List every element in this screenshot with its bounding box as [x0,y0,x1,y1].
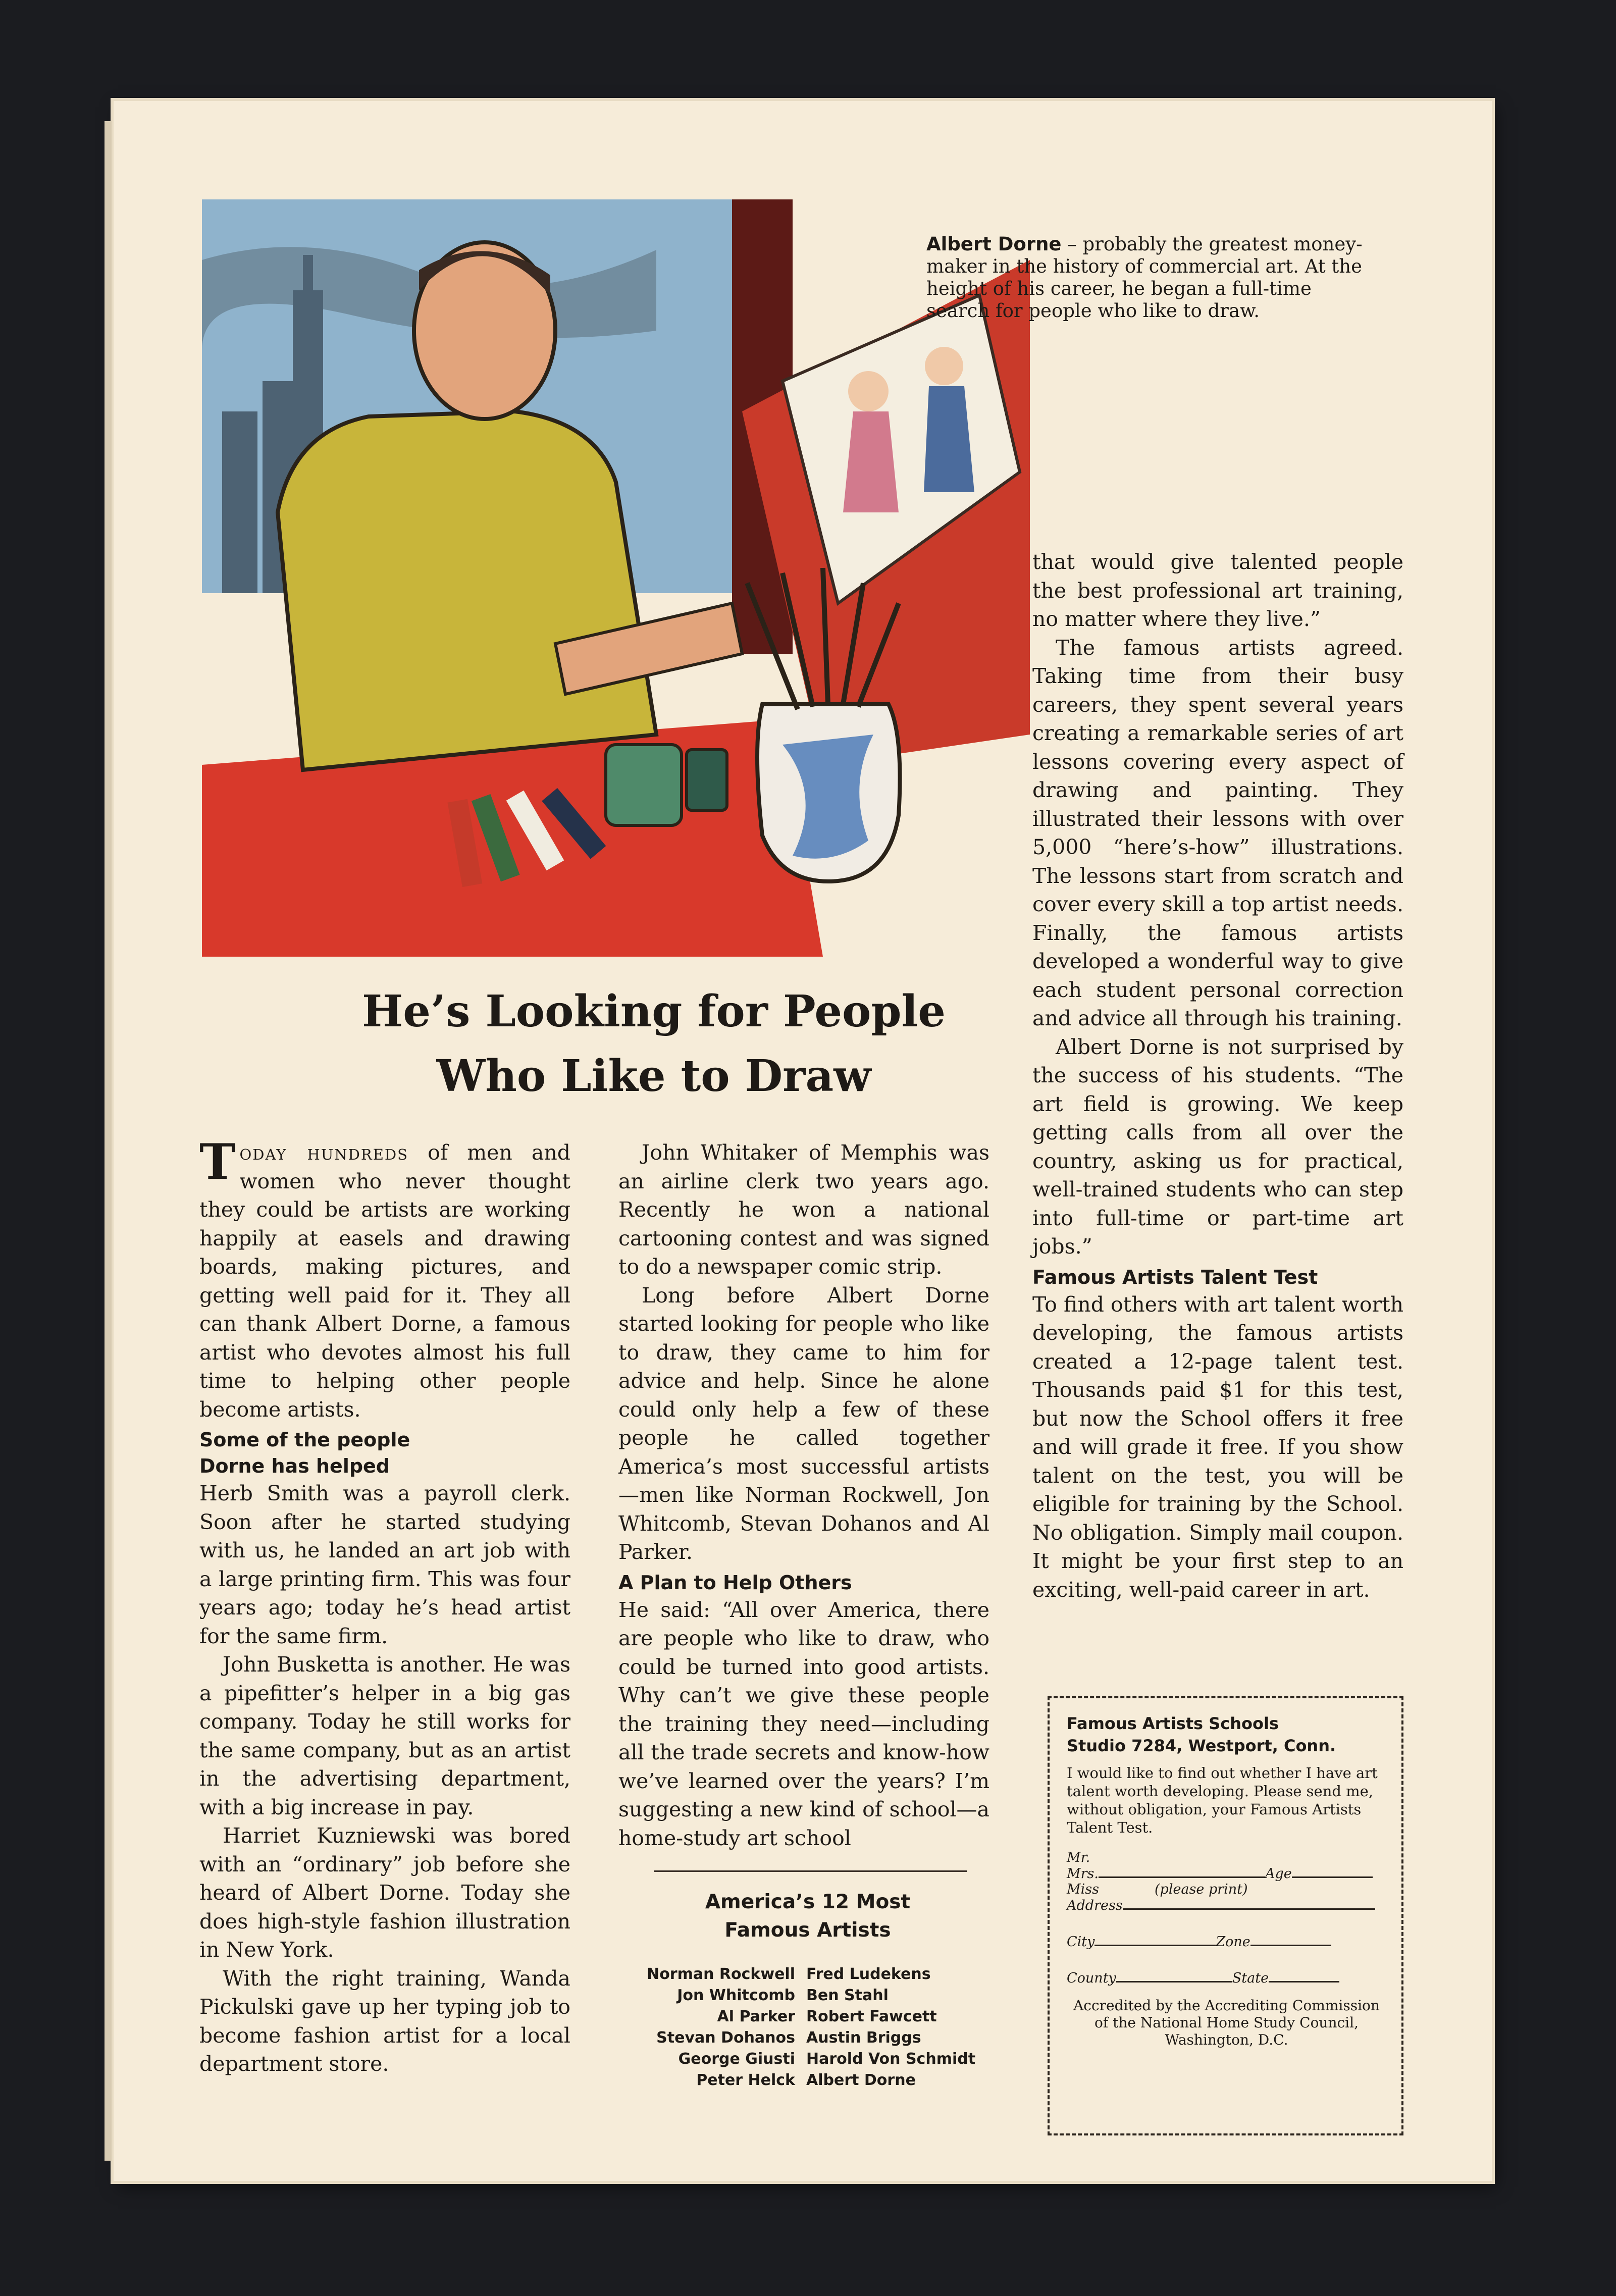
man-shirt [278,411,656,770]
article-paragraph: With the right training, Wanda Pickulski gave up her typing job to become fashion artist for a local department store. [199,1966,570,2076]
article-paragraph: Albert Dorne is not surprised by the success of his students. “The art field is growing. We keep getting calls from all over the country, asking us for practical, well-trained students who can step into full-time or part-time art jobs.” [1032,1034,1403,1259]
artists-row [613,2070,1027,2091]
artist-name: Ben Stahl [806,1987,889,2004]
artist-name: Fred Ludekens [806,1965,931,1983]
artist-name: Robert Fawcett [806,2008,937,2025]
coupon-county-label: County [1067,1970,1116,1986]
artist-name: Peter Helck [696,2071,795,2089]
address-field[interactable] [1123,1897,1375,1910]
coupon-name-row [1067,1865,1386,1882]
article-paragraph: that would give talented people the best professional art training, no matter where they live.” [1032,550,1403,631]
article-paragraph: Herb Smith was a payroll clerk. Soon after he started studying with us, he landed an art job with a large printing firm. This was four years ago; today he’s head artist for the same firm. [199,1481,570,1648]
artists-row [613,1985,1027,2006]
article-paragraph: John Whitaker of Memphis was an airline clerk two years ago. Recently he won a national cartooning contest and was signed to do a newspaper comic strip. [618,1140,989,1279]
artist-name: Jon Whitcomb [677,1987,795,2004]
artist-name: Harold Von Schmidt [806,2050,976,2068]
county-field[interactable] [1116,1970,1232,1982]
coupon-zone-label: Zone [1216,1934,1250,1950]
artists-box-title [618,1888,997,1945]
artists-title-line-2: Famous Artists [724,1919,891,1942]
coupon-form [1067,1850,1386,1986]
article-paragraph: He said: “All over America, there are people who like to draw, who could be turned into good artists. Why can’t we give these people the training they need—including all the trade secrets and know-how we’ve learned over the years? I’m suggesting a new kind of school—a home-study art school [618,1597,989,1850]
article-paragraph: To find others with art talent worth developing, the famous artists created a 12-page talent test. Thousands paid $1 for this test, but now the School offers it free and will grade it free. If you show talent on the test, you will be eligible for training by the School. No obligation. Simply mail coupon. It might be your first step to an exciting, well-paid career in art. [1032,1292,1403,1602]
headline-line-2: Who Like to Draw [436,1051,871,1102]
artist-name: Norman Rockwell [647,1965,795,1983]
artist-name: Albert Dorne [806,2071,916,2089]
subheading: A Plan to Help Others [618,1571,852,1594]
coupon-address-row [1067,1897,1386,1913]
subheading-line-2: Dorne has helped [199,1455,390,1477]
caption-name: Albert Dorne [926,233,1062,255]
article-column-3 [1032,548,1403,1604]
article-paragraph: Harriet Kuzniewski was bored with an “ordinary” job before she heard of Albert Dorne. Today she does high-style fashion illustration in New York. [199,1823,570,1962]
artists-title-line-1: America’s 12 Most [705,1891,911,1913]
article-paragraph: Long before Albert Dorne started looking for people who like to draw, they came to him for advice and help. Since he alone could only help a few of these people he called together America’s most successful artists —men like Norman Rockwell, Jon Whitcomb, Stevan Dohanos and Al Parker. [618,1283,989,1564]
coupon-city-row [1067,1934,1386,1950]
coupon-mrs-label: Mrs. [1067,1866,1099,1882]
drop-cap: T [199,1133,236,1190]
coupon-miss-row [1067,1882,1386,1897]
artist-name: Stevan Dohanos [656,2029,795,2047]
magazine-page [114,101,1492,2181]
mail-coupon[interactable] [1048,1696,1403,2135]
article-paragraph: The famous artists agreed. Taking time from their busy careers, they spent several years creating a remarkable series of art lessons covering every aspect of drawing and painting. They illustrated their lessons with over 5,000 “here’s-how” illustrations. The lessons start from scratch and cover every skill a top artist needs. Finally, the famous artists developed a wonderful way to give each student personal correction and advice all through his training. [1032,635,1403,1030]
coupon-mr-label: Mr. [1067,1850,1090,1865]
coupon-studio-address: Studio 7284, Westport, Conn. [1067,1736,1336,1755]
artists-row [613,1964,1027,1985]
artists-row [613,2049,1027,2070]
coupon-city-label: City [1067,1934,1095,1950]
drawing-figure-man [925,347,963,385]
artist-name: George Giusti [678,2050,795,2068]
article-column-2 [618,1138,989,1852]
article-column-1 [199,1133,570,2078]
coupon-body: I would like to find out whether I have art talent worth developing. Please send me, without obligation, your Famous Artists Talent Test. [1067,1764,1378,1836]
city-field[interactable] [1094,1934,1216,1946]
subheading: Famous Artists Talent Test [1032,1266,1318,1288]
headline-line-1: He’s Looking for People [362,986,946,1037]
albert-dorne-illustration [202,199,1030,957]
coupon-age-label: Age [1265,1866,1292,1882]
paragraph-text: of men and women who never thought they could be artists are working happily at easels and drawing boards, making pictures, and getting well paid for it. They all can thank Albert Dorne, a famous artist who devotes almost his full time to helping other people become artists. [199,1140,570,1422]
artist-name: Al Parker [717,2008,795,2025]
drawing-figure-woman [848,371,889,411]
small-caps-lead: oday hundreds [239,1140,409,1165]
state-field[interactable] [1269,1970,1339,1982]
divider-rule [654,1870,967,1872]
artists-list [613,1964,1027,2091]
coupon-state-label: State [1232,1970,1269,1986]
artists-row [613,2006,1027,2027]
illustration-caption [926,233,1366,322]
please-print-note: (please print) [1155,1882,1248,1897]
name-field[interactable] [1099,1865,1265,1878]
desk-surface [202,719,823,957]
coupon-accreditation: Accredited by the Accrediting Commission of the National Home Study Council, Washington, D.C. [1073,1997,1380,2048]
headline [295,979,1012,1109]
age-field[interactable] [1292,1865,1373,1878]
article-paragraph [199,1133,570,1424]
coupon-address-label: Address [1067,1898,1123,1913]
article-paragraph: John Busketta is another. He was a pipefitter’s helper in a big gas company. Today he still works for the same company, but as an artist in the advertising department, with a big increase in pay. [199,1652,570,1819]
artist-name: Austin Briggs [806,2029,921,2047]
zone-field[interactable] [1250,1934,1331,1946]
coupon-county-row [1067,1970,1386,1986]
artists-row [613,2027,1027,2049]
subheading-line-1: Some of the people [199,1429,410,1451]
coupon-school-name: Famous Artists Schools [1067,1714,1279,1733]
coupon-miss-label: Miss [1067,1882,1099,1897]
caption-text: – probably the greatest money-maker in the history of commercial art. At the height of his career, he began a full-time search for people who like to draw. [926,233,1363,322]
